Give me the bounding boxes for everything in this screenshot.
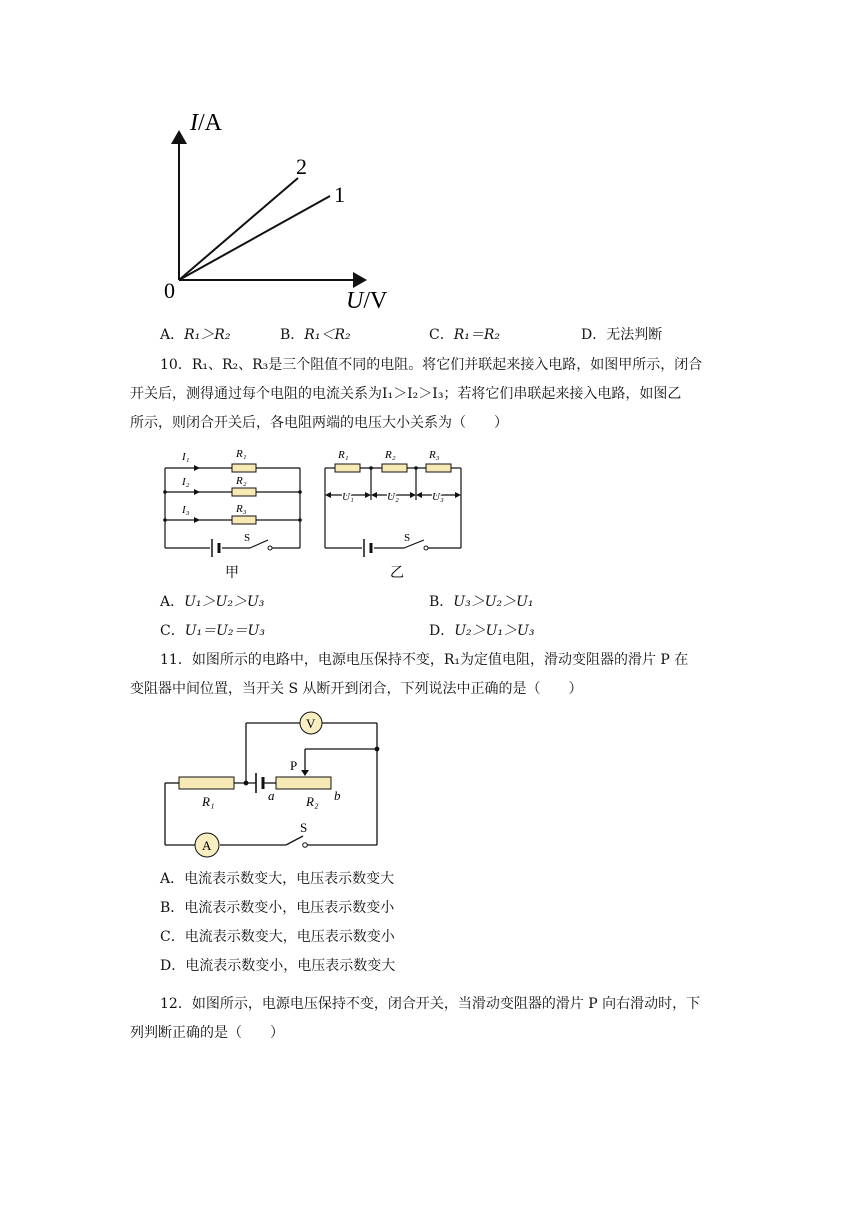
q10-option-b[interactable]: B．U₃＞U₂＞U₁ <box>429 594 534 610</box>
q11-r2 <box>276 777 331 789</box>
q10-line-3: 所示，则闭合开关后，各电阻两端的电压大小关系为（ ） <box>130 415 508 431</box>
jia-caption: 甲 <box>225 566 239 581</box>
q11-option-b[interactable]: B．电流表示数变小，电压表示数变小 <box>160 900 395 916</box>
q11-s-label: S <box>300 820 308 835</box>
q10-line-1: 10．R₁、R₂、R₃是三个阻值不同的电阻。将它们并联起来接入电路，如图甲所示，闭合 <box>160 357 703 373</box>
q10-option-c[interactable]: C．U₁＝U₂＝U₃ <box>160 623 265 639</box>
ammeter-label: A <box>202 838 212 853</box>
jia-r2 <box>232 488 256 496</box>
q12-line-2: 列判断正确的是（ ） <box>130 1025 284 1041</box>
q11-line-1: 11．如图所示的电路中，电源电压保持不变，R₁为定值电阻，滑动变阻器的滑片 P 在 <box>160 652 689 668</box>
yi-u1-label: U₁ <box>342 491 354 503</box>
q11-option-d[interactable]: D．电流表示数变小，电压表示数变大 <box>160 958 396 974</box>
q12-line-1: 12．如图所示，电源电压保持不变，闭合开关，当滑动变阻器的滑片 P 向右滑动时，下 <box>160 996 701 1012</box>
voltmeter-label: V <box>306 716 316 731</box>
yi-u3-label: U₃ <box>432 491 444 503</box>
slider-p-label: P <box>290 758 298 773</box>
x-axis-label: U/V <box>346 288 388 314</box>
circuit-q11 <box>160 708 390 860</box>
q10-option-a[interactable]: A．U₁＞U₂＞U₃ <box>160 594 265 610</box>
yi-r1 <box>335 464 360 472</box>
jia-r3 <box>232 516 256 524</box>
end-b-label: b <box>334 788 341 803</box>
jia-r2-label: R₂ <box>236 475 247 487</box>
q9-option-a[interactable]: A．R₁＞R₂ <box>160 327 231 343</box>
jia-i2-label: I₂ <box>182 476 190 488</box>
q11-r1-label: R₁ <box>202 794 215 809</box>
yi-caption: 乙 <box>390 566 404 581</box>
end-a-label: a <box>268 788 275 803</box>
q9-option-d[interactable]: D．无法判断 <box>581 327 663 343</box>
jia-i3-label: I₃ <box>182 504 190 516</box>
jia-r1-label: R₁ <box>236 448 247 460</box>
yi-r3 <box>426 464 451 472</box>
jia-i1-label: I₁ <box>182 451 190 463</box>
jia-s-label: S <box>244 532 251 544</box>
yi-r2-label: R₂ <box>385 449 396 461</box>
q10-option-d[interactable]: D．U₂＞U₁＞U₃ <box>429 623 535 639</box>
q9-option-c[interactable]: C．R₁＝R₂ <box>429 327 501 343</box>
y-axis-label: I/A <box>190 110 222 136</box>
q11-option-c[interactable]: C．电流表示数变大，电压表示数变小 <box>160 929 395 945</box>
iu-graph <box>160 100 400 315</box>
circuit-jia <box>160 440 305 585</box>
jia-r3-label: R₃ <box>236 503 247 515</box>
q9-option-b[interactable]: B．R₁＜R₂ <box>280 327 351 343</box>
line-1-label: 1 <box>334 182 345 207</box>
q10-line-2: 开关后，测得通过每个电阻的电流关系为I₁＞I₂＞I₃；若将它们串联起来接入电路，如图乙 <box>130 386 682 402</box>
graph-line-2 <box>179 178 298 280</box>
yi-r1-label: R₁ <box>338 449 349 461</box>
q11-r2-label: R₂ <box>306 794 319 809</box>
yi-r2 <box>382 464 407 472</box>
yi-s-label: S <box>404 532 411 544</box>
yi-u2-label: U₂ <box>387 491 399 503</box>
graph-line-1 <box>179 196 330 280</box>
jia-r1 <box>232 464 256 472</box>
q11-line-2: 变阻器中间位置，当开关 S 从断开到闭合，下列说法中正确的是（ ） <box>130 681 583 697</box>
origin-label: 0 <box>164 278 175 303</box>
q11-option-a[interactable]: A．电流表示数变大，电压表示数变大 <box>160 871 395 887</box>
circuit-yi <box>320 440 470 585</box>
q11-r1 <box>179 777 234 789</box>
yi-r3-label: R₃ <box>429 449 440 461</box>
line-2-label: 2 <box>296 154 307 179</box>
